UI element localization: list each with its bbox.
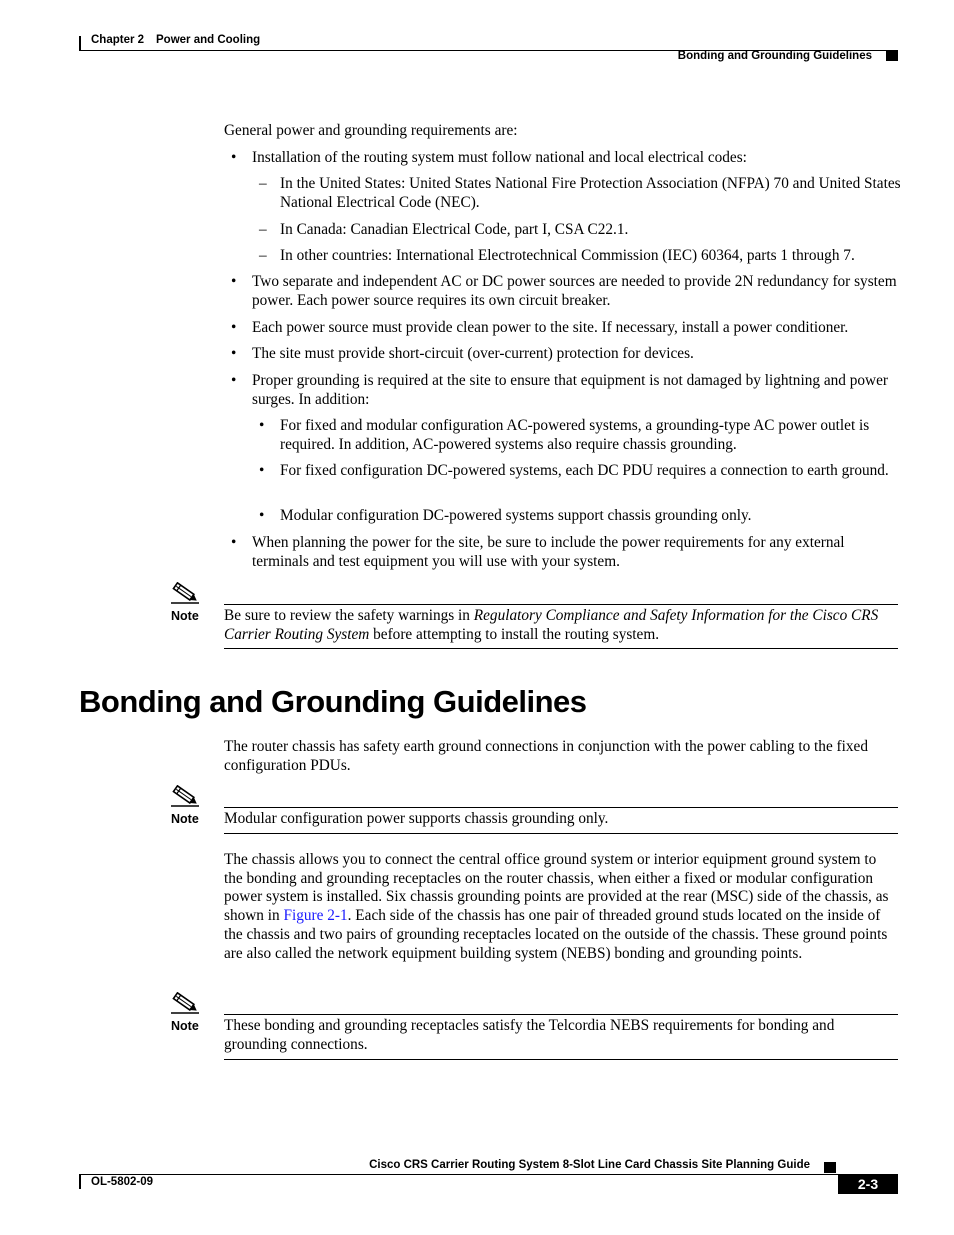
note-label: Note — [171, 812, 199, 826]
bullet-marker: • — [231, 372, 237, 389]
footer-left-tick — [79, 1174, 81, 1189]
header-left-tick — [79, 36, 81, 51]
dash-marker: – — [259, 221, 267, 238]
sub-dc-grounding: For fixed configuration DC-powered systems, each DC PDU requires a connection to earth ground. — [280, 462, 889, 479]
bullet-marker: • — [231, 345, 237, 362]
bullet-redundancy: Two separate and independent AC or DC power sources are needed to provide 2N redundancy for system power. Each power source requires its own circuit breaker. — [252, 273, 897, 309]
bullet-clean-power: Each power source must provide clean power to the site. If necessary, install a power conditioner. — [252, 319, 849, 336]
note-label: Note — [171, 609, 199, 623]
pencil-note-icon — [170, 582, 200, 604]
note-bottom-rule — [224, 833, 898, 834]
bullet-planning-power: When planning the power for the site, be sure to include the power requirements for any external terminals and test equipment you will use with your system. — [252, 534, 845, 570]
pencil-note-icon — [170, 992, 200, 1014]
figure-link[interactable]: Figure 2-1 — [283, 907, 348, 925]
section-para-intro: The router chassis has safety earth ground connections in conjunction with the power cabling to the fixed configuration PDUs. — [224, 738, 868, 774]
sub-other-code: In other countries: International Electrotechnical Commission (IEC) 60364, parts 1 through 7. — [280, 247, 855, 264]
note-top-rule — [224, 807, 898, 808]
header-chapter-title: Power and Cooling — [156, 34, 261, 46]
bullet-short-circuit: The site must provide short-circuit (over-current) protection for devices. — [252, 345, 694, 362]
note-top-rule — [224, 604, 898, 605]
bullet-marker: • — [231, 273, 237, 290]
sub-ac-grounding: For fixed and modular configuration AC-powered systems, a grounding-type AC power outlet is required. In addition, AC-powered systems also require chassis grounding. — [280, 417, 870, 453]
dash-marker: – — [259, 175, 267, 192]
sub-modular-dc: Modular configuration DC-powered systems support chassis grounding only. — [280, 507, 752, 524]
para-text: . Each side of the chassis has one pair of threaded ground studs located on the inside of the chassis and two pairs of grounding receptacles located on the outside of the chassis. These ground points are also called the network equipment building system (NEBS) bonding and grounding points. — [224, 907, 888, 962]
note-telcordia: These bonding and grounding receptacles satisfy the Telcordia NEBS requirements for bonding and grounding connections. — [224, 1017, 835, 1053]
bullet-marker: • — [231, 534, 237, 551]
section-heading: Bonding and Grounding Guidelines — [79, 684, 587, 719]
footer-guide-title: Cisco CRS Carrier Routing System 8-Slot Line Card Chassis Site Planning Guide — [369, 1159, 810, 1171]
note-top-rule — [224, 1014, 898, 1015]
para-text: The chassis allows you to connect the central office ground system or interior equipment ground system to the bonding and grounding receptacles on the router chassis, when either a fixed or modular configuration power system is installed. Six chassis grounding points are provided at the rear (MSC) side of the chassis, as shown in — [224, 851, 889, 925]
footer-doc-number: OL-5802-09 — [91, 1176, 154, 1188]
note-text: before attempting to install the routing system. — [369, 625, 660, 643]
section-para-chassis — [224, 851, 898, 963]
note-safety-warnings — [224, 607, 896, 644]
bullet-marker: • — [231, 319, 237, 336]
header-black-block — [886, 50, 898, 61]
bullet-marker: • — [231, 149, 237, 166]
pencil-note-icon — [170, 785, 200, 807]
bullet-grounding: Proper grounding is required at the site to ensure that equipment is not damaged by lightning and power surges. In addition: — [252, 372, 888, 408]
sub-us-code: In the United States: United States National Fire Protection Association (NFPA) 70 and United States National Electrical Code (NEC). — [280, 175, 901, 211]
bullet-marker: • — [259, 417, 265, 434]
intro-text: General power and grounding requirements are: — [224, 122, 518, 139]
page-number: 2-3 — [838, 1174, 898, 1194]
note-modular-grounding: Modular configuration power supports chassis grounding only. — [224, 810, 609, 827]
footer-black-block — [824, 1162, 836, 1173]
footer-rule — [79, 1174, 898, 1175]
sub-canada-code: In Canada: Canadian Electrical Code, part I, CSA C22.1. — [280, 221, 629, 238]
header-chapter: Chapter 2 — [91, 34, 145, 46]
bullet-electrical-codes: Installation of the routing system must follow national and local electrical codes: — [252, 149, 747, 166]
note-bottom-rule — [224, 1059, 898, 1060]
note-bottom-rule — [224, 648, 898, 649]
bullet-marker: • — [259, 462, 265, 479]
note-text: Be sure to review the safety warnings in — [224, 607, 474, 624]
bullet-marker: • — [259, 507, 265, 524]
dash-marker: – — [259, 247, 267, 264]
note-label: Note — [171, 1019, 199, 1033]
note-doc-title: Regulatory Compliance and Safety Information for the Cisco CRS Carrier Routing System — [224, 607, 879, 643]
header-section-title: Bonding and Grounding Guidelines — [677, 50, 872, 62]
